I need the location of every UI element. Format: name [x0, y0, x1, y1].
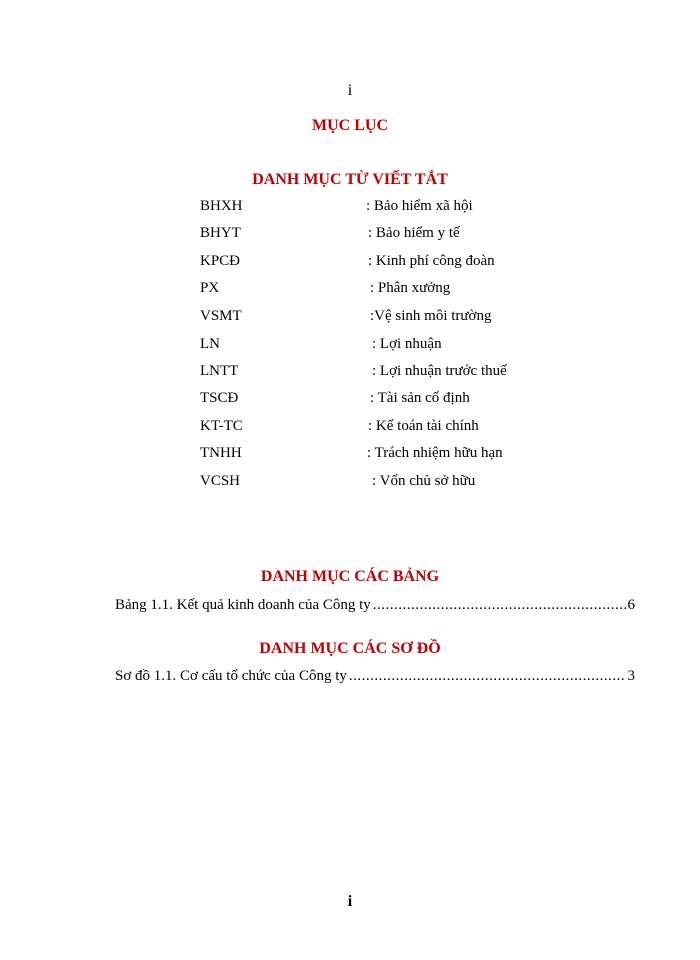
list-item	[0, 198, 700, 218]
page-title: MỤC LỤC	[312, 117, 388, 134]
list-item	[0, 363, 700, 383]
footer-page-number: i	[347, 893, 353, 910]
toc-entry-table[interactable]	[115, 597, 635, 614]
toc-entry-page: 3	[627, 668, 635, 684]
abbreviation-code: BHYT	[200, 225, 241, 241]
abbreviation-meaning: : Kinh phí công đoàn	[368, 253, 495, 269]
tables-list-heading: DANH MỤC CÁC BẢNG	[260, 568, 440, 585]
toc-entry-page: 6	[627, 597, 635, 613]
diagrams-list-heading: DANH MỤC CÁC SƠ ĐỒ	[259, 640, 441, 657]
abbreviation-code: BHXH	[200, 198, 243, 214]
abbreviation-code: VCSH	[200, 473, 241, 489]
list-item	[0, 253, 700, 273]
list-item	[0, 308, 700, 328]
abbreviation-meaning: : Lợi nhuận	[372, 336, 442, 352]
abbreviations-heading: DANH MỤC TỪ VIẾT TẮT	[252, 171, 448, 188]
abbreviation-code: VSMT	[200, 308, 242, 324]
abbreviation-code: TNHH	[200, 445, 242, 461]
toc-entry-label: Bảng 1.1. Kết quả kinh doanh của Công ty	[115, 597, 371, 613]
abbreviation-meaning: : Bảo hiểm xã hội	[366, 198, 473, 214]
list-item	[0, 225, 700, 245]
abbreviation-code: PX	[200, 280, 220, 296]
list-item	[0, 390, 700, 410]
abbreviation-code: KT-TC	[200, 418, 243, 434]
toc-entry-label: Sơ đồ 1.1. Cơ cấu tổ chức của Công ty	[115, 668, 347, 684]
header-page-number: i	[347, 82, 353, 99]
abbreviation-meaning: : Tài sản cố định	[370, 390, 470, 406]
toc-dot-leader	[349, 668, 626, 685]
toc-dot-leader	[373, 597, 626, 614]
list-item	[0, 280, 700, 300]
toc-entry-diagram[interactable]	[115, 668, 635, 685]
abbreviation-meaning: : Vốn chủ sở hữu	[372, 473, 476, 489]
list-item	[0, 445, 700, 465]
abbreviation-meaning: : Bảo hiểm y tế	[368, 225, 460, 241]
abbreviation-meaning: : Lợi nhuận trước thuế	[372, 363, 507, 379]
abbreviation-meaning: : Trách nhiệm hữu hạn	[367, 445, 503, 461]
abbreviation-code: TSCĐ	[200, 390, 239, 406]
list-item	[0, 473, 700, 493]
abbreviation-code: KPCĐ	[200, 253, 241, 269]
abbreviation-meaning: :Vệ sinh môi trường	[370, 308, 492, 324]
abbreviation-code: LN	[200, 336, 220, 352]
abbreviation-code: LNTT	[200, 363, 239, 379]
abbreviation-meaning: : Phân xưởng	[370, 280, 451, 296]
list-item	[0, 336, 700, 356]
list-item	[0, 418, 700, 438]
abbreviation-meaning: : Kế toán tài chính	[368, 418, 479, 434]
